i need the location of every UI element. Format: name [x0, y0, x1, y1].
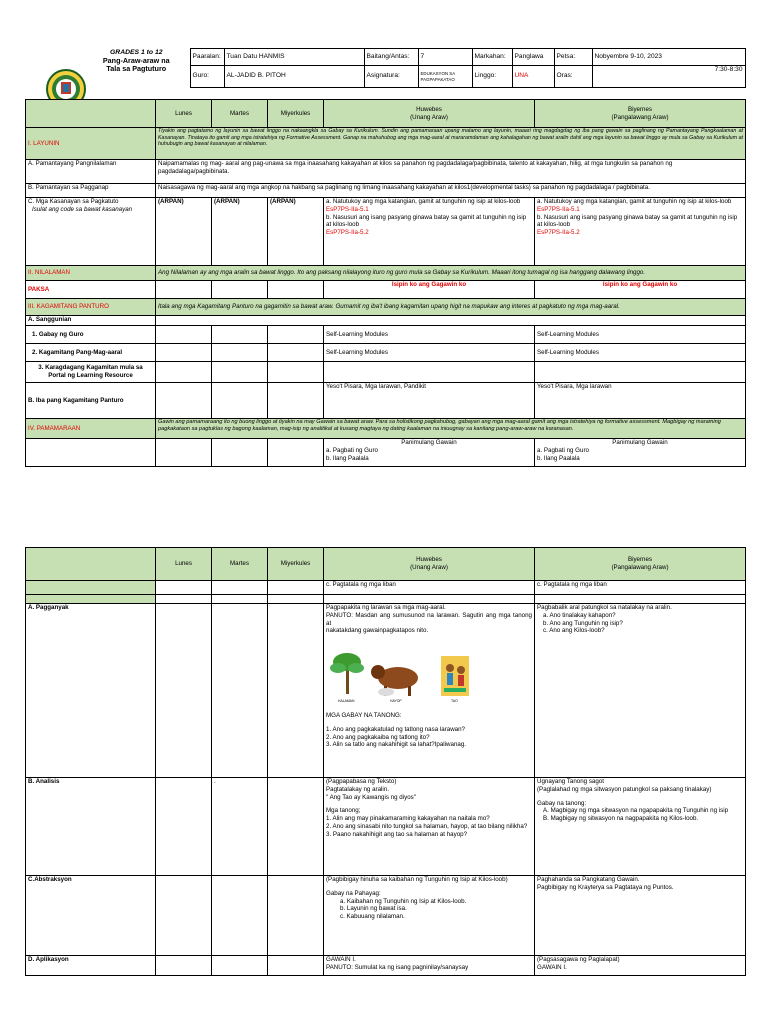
guro-label: Guro: — [190, 66, 224, 88]
pamamaraan-text: Gawin ang pamamaraang ito ng buong linggo at tiyakin na may Gawain sa bawat araw. Para sa holistikong pagkahubog, gabayan ang mga mag-aaral gamit ang mga istratehiya ng formative assessment. Magbigay ng maraming pagkakataon sa pagtuklas ng bagong kaalaman, mag-isip ng analitikal at kusang magtaya ng dating kaalaman na iniuugnay sa kanilang pang-araw-araw na karanasan. — [156, 419, 746, 439]
pagganyak-images — [326, 642, 532, 706]
oras-value: 7:30-8:30 — [592, 66, 745, 88]
abstraksyon-huwebes: (Pagbibigay hinuha sa kaibahan ng Tunguhin ng Isip at Kilos-loob) Gabay na Pahayag: a. Kaibahan ng Tunguhin ng Isip at Kilos-loob. b. Layunin ng bawat isa. c. Kabuuang nilalaman. — [324, 876, 535, 956]
paksa-huwebes: Isipin ko ang Gagawin ko — [324, 281, 535, 299]
kagamitan-text: Itala ang mga Kagamitang Panturo na gagamitin sa bawat araw. Gumamit ng iba't ibang kagamitan upang higit na mapukaw ang interes at pagkatuto ng mga mag-aaral. — [156, 299, 746, 316]
kagamitang-mag-aaral-huwebes: Self-Learning Modules — [324, 344, 535, 362]
aplikasyon-biyernes: (Pagsasagawa ng Paglalapat) GAWAIN I. — [535, 956, 746, 976]
header-table — [25, 48, 746, 88]
analisis-martes: . — [212, 778, 268, 876]
kasanayan-biyernes: a. Natutukoy ang mga katangian, gamit at tunguhin ng isip at kilos-loob EsP7PS-IIa-5.1 b. Nasusuri ang isang pasyang ginawa batay sa gamit at tunguhin ng isip at kilos-loob EsP7PS-IIa-5.2 — [535, 198, 746, 266]
day-biyernes-2: Biyernes (Pangalawang Araw) — [535, 548, 746, 581]
kagamitang-mag-aaral-biyernes: Self-Learning Modules — [535, 344, 746, 362]
kasanayan-lunes: (ARPAN) — [156, 198, 212, 266]
nilalaman-text: Ang Nilalaman ay ang mga aralin sa bawat linggo. Ito ang paksang nilalayong ituro ng guro mula sa Gabay sa Kurikulum. Maaari itong tumagal ng isa hanggang dalawang linggo. — [156, 266, 746, 281]
pagtatala-biyernes: c. Pagtatala ng mga liban — [535, 581, 746, 595]
iba-pang-kagamitan-label: B. Iba pang Kagamitang Panturo — [26, 383, 156, 419]
linggo-value: UNA — [512, 66, 554, 88]
kasanayan-label: C. Mga Kasanayan sa Pagkatuto Isulat ang code sa bawat kasanayan — [26, 198, 156, 266]
pamantayan-pagganap-text: Naisasagawa ng mag-aaral ang mga angkop na hakbang sa paglinang ng limang inaasahang kakayahan at kilos1(developmental tasks) sa panahon ng pagdadalaga / pagbibinata. — [156, 184, 746, 198]
pamamaraan-label: IV. PAMAMARAAN — [26, 419, 156, 439]
pamantayan-pagganap-label: B. Pamantayan sa Pagganap — [26, 184, 156, 198]
markahan-label: Markahan: — [472, 49, 512, 66]
kasanayan-huwebes: a. Natutukoy ang mga katangian, gamit at tunguhin ng isip at kilos-loob EsP7PS-IIa-5.1 b. Nasusuri ang isang pasyang ginawa batay sa gamit at tunguhin ng isip at kilos-loob EsP7PS-IIa-5.2 — [324, 198, 535, 266]
iba-pang-huwebes: Yeso't Pisara, Mga larawan, Pandikit — [324, 383, 535, 419]
aplikasyon-huwebes: GAWAIN I. PANUTO: Sumulat ka ng isang pagninilay/sanaysay — [324, 956, 535, 976]
asignatura-value: EDUKASYON SA PAGPAPAKATAO — [418, 66, 472, 88]
header-title-1: GRADES 1 to 12 — [110, 48, 163, 56]
sanggunian-label: A. Sanggunian — [26, 316, 156, 326]
asignatura-label: Asignatura: — [364, 66, 418, 88]
image-label-hayop: HAYOP — [390, 699, 402, 703]
baitang-value: 7 — [418, 49, 472, 66]
day-huwebes: Huwebes (Unang Araw) — [324, 100, 535, 128]
gabay-guro-huwebes: Self-Learning Modules — [324, 326, 535, 344]
kagamitan-label: III. KAGAMITANG PANTURO — [26, 299, 156, 316]
pagganyak-label: A. Pagganyak — [26, 604, 156, 778]
gabay-guro-label: 1. Gabay ng Guro — [26, 326, 156, 344]
day-miyerkules: Miyerkules — [268, 100, 324, 128]
baitang-label: Baitang/Antas: — [364, 49, 418, 66]
markahan-value: Panglawa — [512, 49, 554, 66]
day-lunes-2: Lunes — [156, 548, 212, 581]
iba-pang-biyernes: Yeso't Pisara, Mga larawan — [535, 383, 746, 419]
analisis-label: B. Analisis — [26, 778, 156, 876]
pagganyak-biyernes: Pagbabalik aral patungkol sa natalakay na aralin. a. Ano tinalakay kahapon? b. Ano ang Tunguhin ng isip? c. Ano ang Kilos-loob? — [535, 604, 746, 778]
image-label-tao: TAO — [451, 699, 458, 703]
guro-value: AL-JADID B. PITOH — [224, 66, 364, 88]
header-title-3: Tala sa Pagtuturo — [106, 64, 167, 74]
day-huwebes-2: Huwebes (Unang Araw) — [324, 548, 535, 581]
header-title-2: Pang-Araw-araw na — [102, 55, 170, 65]
kasanayan-martes: (ARPAN) — [212, 198, 268, 266]
plant-animal-human-illustration — [326, 642, 476, 706]
kasanayan-miyerkules: (ARPAN) — [268, 198, 324, 266]
layunin-text: Tiyakin ang pagtatamo ng layunin sa bawat linggo na nakaangkla sa Gabay sa Kurikulum. Sundin ang pamamaraan upang matamo ang layunin, maaari ring magdagdag ng iba pang gawain sa paglinang ng Pamantayang Pangkaalaman at Kasanayan. Tinataya ito gamit ang mga istratehiya ng Formative Assessment. Ganap na mahuhubog ang mga mag-aaral at mararamdaman ang kahalagahan ng bawat aralin dahil ang mga layunin sa bawat linggo ay mula sa Gabay sa Kurikulum at huhubugin ang bawat kasanayan at nilalaman. — [156, 128, 746, 160]
analisis-huwebes: (Pagpapabasa ng Teksto) Pagtatalakay ng aralin. " Ang Tao ay Kawangis ng diyos" Mga tanong; 1. Alin ang may pinakamaraming kakayahan na naitala mo? 2. Ano ang sinasabi nito tungkol sa halaman, hayop, at tao bilang nilikha? 3. Paano nakahihigit ang tao sa halaman at hayop? — [324, 778, 535, 876]
dll-table-2 — [25, 547, 746, 976]
paksa-label: PAKSA — [26, 281, 156, 299]
pagganyak-huwebes: Pagpapakita ng larawan sa mga mag-aaral. PANUTO: Masdan ang sumusunod na larawan. Sagutin ang mga tanong at nakatakdang gawainpagkatapos nito. HALAMAN HAYOP TAO MGA GABAY NA TANONG: 1. Ano ang pagkakatulad ng tatlong nasa larawan? 2. Ano ang pagkakaiba ng tatlong ito? 3. Alin sa tatlo ang nakahihigit sa lahat?Ipaliwanag. — [324, 604, 535, 778]
day-martes-2: Martes — [212, 548, 268, 581]
pamantayang-pangnilalaman-text: Naipamamalas ng mag- aaral ang pag-unawa sa mga inaasahang kakayahan at kilos sa panahon ng pagdadalaga/pagbibinata, talento at kakayahan, hilig, at mga tungkulin sa panahon ng pagdadalaga/pagbibinata. — [156, 160, 746, 184]
pagtatala-huwebes: c. Pagtatala ng mga liban — [324, 581, 535, 595]
dll-table-1 — [25, 99, 746, 467]
panimula-biyernes: Panimulang Gawain a. Pagbati ng Guro b. Ilang Paalala — [535, 439, 746, 467]
nilalaman-label: II. NILALAMAN — [26, 266, 156, 281]
gabay-guro-biyernes: Self-Learning Modules — [535, 326, 746, 344]
aplikasyon-label: D. Aplikasyon — [26, 956, 156, 976]
layunin-label: I. LAYUNIN — [26, 128, 156, 160]
abstraksyon-label: C.Abstraksyon — [26, 876, 156, 956]
pamantayang-pangnilalaman-label: A. Pamantayang Pangnilalaman — [26, 160, 156, 184]
petsa-label: Petsa: — [554, 49, 592, 66]
day-biyernes: Biyernes (Pangalawang Araw) — [535, 100, 746, 128]
petsa-value: Nobyembre 9-10, 2023 — [592, 49, 745, 66]
linggo-label: Linggo: — [472, 66, 512, 88]
abstraksyon-biyernes: Paghahanda sa Pangkatang Gawain. Pagbibigay ng Krayterya sa Pagtataya ng Puntos. — [535, 876, 746, 956]
image-label-halaman: HALAMAN — [338, 699, 355, 703]
kagamitang-mag-aaral-label: 2. Kagamitang Pang-Mag-aaral — [26, 344, 156, 362]
day-miyerkules-2: Miyerkules — [268, 548, 324, 581]
day-martes: Martes — [212, 100, 268, 128]
oras-label: Oras: — [554, 66, 592, 88]
paaralan-value: Tuan Datu HANMIS — [224, 49, 364, 66]
paaralan-label: Paaralan: — [190, 49, 224, 66]
day-lunes: Lunes — [156, 100, 212, 128]
paksa-biyernes: Isipin ko ang Gagawin ko — [535, 281, 746, 299]
panimula-huwebes: Panimulang Gawain a. Pagbati ng Guro b. Ilang Paalala — [324, 439, 535, 467]
analisis-biyernes: Ugnayang Tanong sagot (Paglalahad ng mga sitwasyon patungkol sa paksang tinalakay) Gabay na tanong: A. Magbigay ng mga sitwasyon na ngapapakita ng Tunguhin ng isip B. Magbigay ng sitwasyon na nagpapakita ng Kilos-loob. — [535, 778, 746, 876]
karagdagang-kagamitan-label: 3. Karagdagang Kagamitan mula sa Portal ng Learning Resource — [26, 362, 156, 383]
